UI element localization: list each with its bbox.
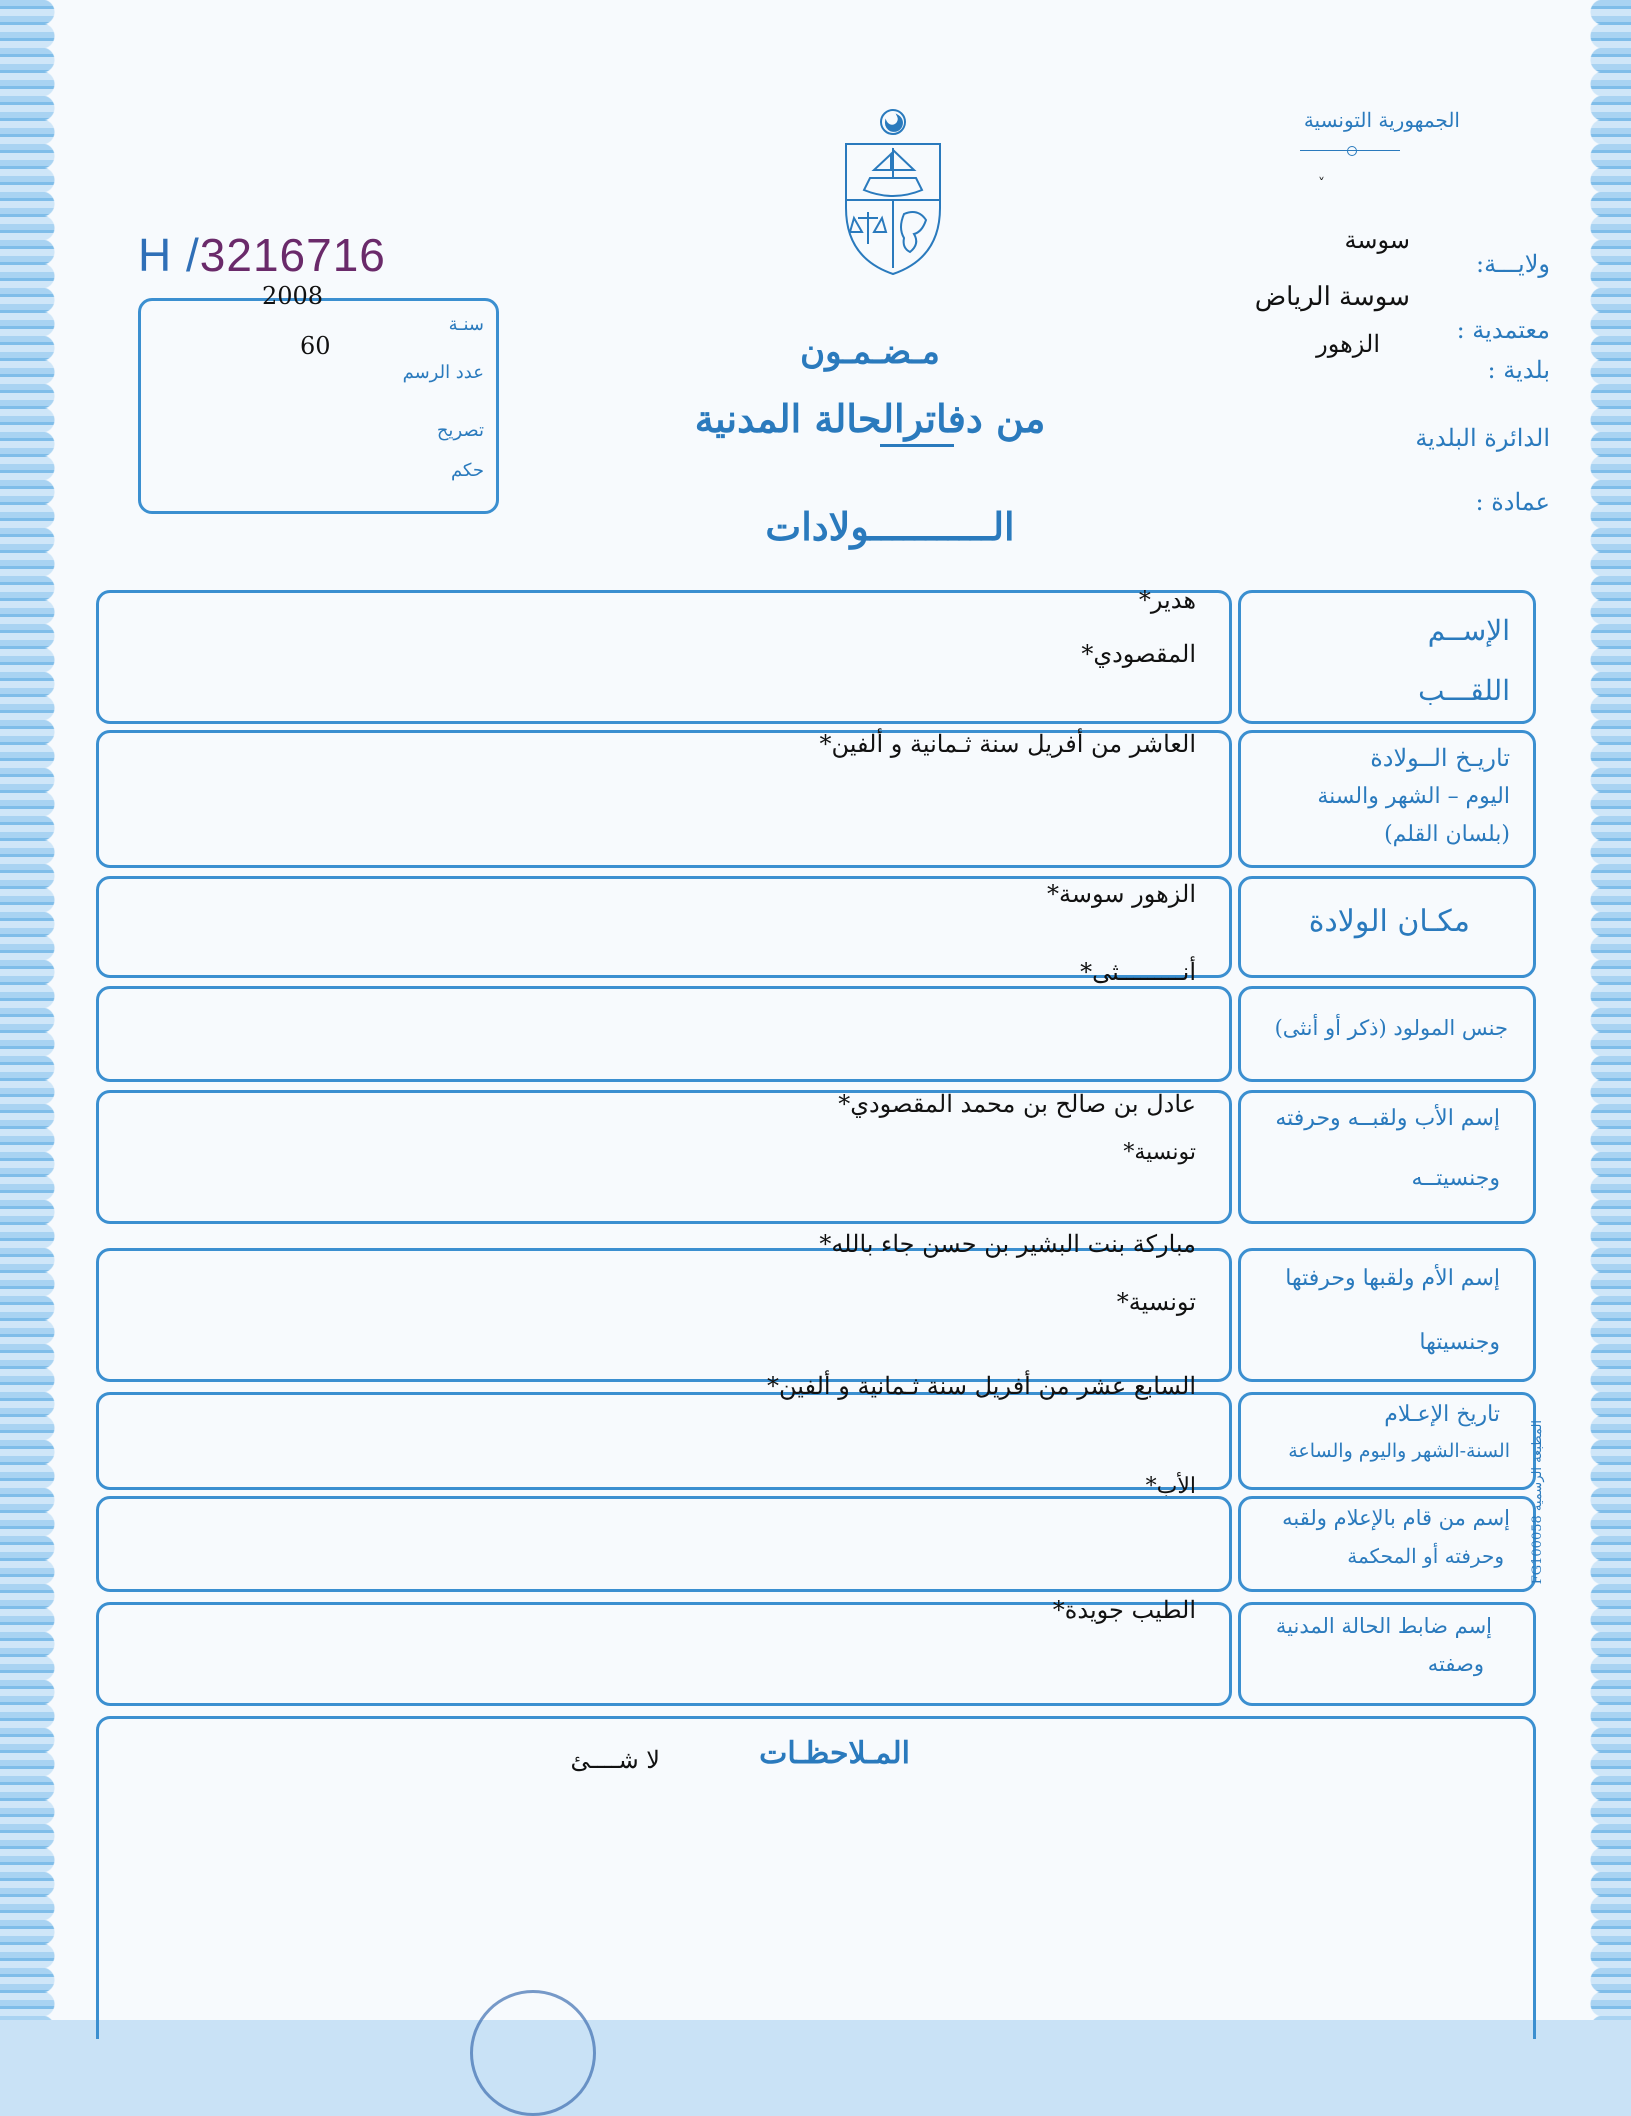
field-label-birth-date-sub: اليوم – الشهر والسنة (1317, 784, 1510, 809)
right-decorative-border (1585, 0, 1631, 2020)
delegation-label: معتمدية : (1456, 316, 1550, 344)
field-value-mother-nationality: تونسية* (1116, 1288, 1196, 1316)
field-value-father-nationality: تونسية* (1123, 1140, 1196, 1165)
field-value-mother: مباركة بنت البشير بن حسن جاء بالله* (819, 1230, 1196, 1258)
field-label-mother-nationality: وجنسيتها (1419, 1330, 1500, 1355)
field-value-father: عادل بن صالح بن محمد المقصودي* (838, 1090, 1196, 1118)
field-label-mother: إسم الأم ولقبها وحرفتها (1285, 1266, 1500, 1291)
field-label-birth-date-note: (بلسان القلم) (1384, 822, 1510, 847)
field-label-civil-officer: إسم ضابط الحالة المدنية (1275, 1614, 1492, 1638)
field-value-declaration-date: السابع عشر من أفريل سنة ثـمانية و ألفين* (766, 1372, 1196, 1400)
registry-record-value: 60 (300, 332, 331, 360)
governorate-value: سوسة (1344, 226, 1410, 254)
serial-number (138, 228, 386, 282)
delegation-value: سوسة الرياض (1254, 282, 1410, 312)
field-label-surname: اللقـــب (1418, 674, 1510, 707)
omda-label: عمادة : (1475, 488, 1550, 516)
field-label-declarant-sub: وحرفته أو المحكمة (1347, 1544, 1504, 1568)
field-label-birth-date: تاريـخ الــولادة (1370, 744, 1510, 772)
municipality-label: بلدية : (1487, 356, 1550, 384)
title-line2: من دفاترالحالة المدنية (694, 396, 1046, 441)
district-label: الدائرة البلدية (1415, 424, 1550, 452)
registry-declaration-label: تصريح (436, 420, 484, 441)
field-value-sex: أنـــــــــثى* (1080, 958, 1196, 986)
remarks-label: المـلاحظـات (759, 1736, 910, 1771)
title-line3: الـــــــــــولادات (765, 504, 1015, 549)
field-value-declarant: الأب* (1145, 1474, 1196, 1499)
field-label-sex: جنس المولود (ذكر أو أنثى) (1274, 1016, 1508, 1040)
field-label-birth-place: مكـان الولادة (1308, 904, 1470, 939)
field-label-declaration-date-sub: السنة-الشهر واليوم والساعة (1288, 1440, 1510, 1462)
serial-digits: 3216716 (199, 229, 386, 281)
title-underline (880, 444, 954, 447)
field-value-birth-date: العاشر من أفريل سنة ثـمانية و ألفين* (819, 730, 1196, 758)
field-value-surname: المقصودي* (1081, 640, 1196, 668)
registry-year-label: سنـة (448, 314, 484, 335)
field-label-father: إسم الأب ولقبــه وحرفته (1275, 1106, 1500, 1131)
field-value-birth-place: الزهور سوسة* (1047, 880, 1196, 908)
registry-record-label: عدد الرسم (402, 362, 484, 383)
field-label-declarant: إسم من قام بالإعلام ولقبه (1282, 1506, 1510, 1530)
title-line1: مـضـمـون (800, 332, 940, 372)
caret-mark: ˅ (1318, 176, 1325, 192)
governorate-label: ولايـــة: (1475, 250, 1550, 278)
official-stamp (470, 1990, 596, 2116)
republic-divider-dot (1347, 146, 1357, 156)
municipality-value: الزهور (1316, 330, 1380, 358)
field-value-box-sex (96, 986, 1232, 1082)
field-value-name: هدير* (1138, 586, 1196, 614)
registry-year-value: 2008 (262, 282, 324, 310)
field-label-father-nationality: وجنسيتــه (1411, 1166, 1500, 1191)
left-decorative-border (0, 0, 60, 2020)
field-value-civil-officer: الطيب جويدة* (1052, 1596, 1196, 1624)
serial-prefix: H / (138, 229, 200, 281)
field-label-name: الإســم (1427, 614, 1510, 647)
tunisia-coat-of-arms-icon (838, 108, 948, 278)
republic-label: الجمهورية التونسية (1303, 108, 1460, 132)
field-value-box-declarant (96, 1496, 1232, 1592)
registry-judgment-label: حكم (450, 460, 484, 481)
field-label-civil-officer-sub: وصفته (1427, 1652, 1484, 1676)
field-label-declaration-date: تاريخ الإعـلام (1384, 1402, 1500, 1427)
remarks-value: لا شــــئ (570, 1746, 660, 1774)
printer-mark: المطبعة الرسمية FG100058 (1530, 1420, 1545, 1585)
